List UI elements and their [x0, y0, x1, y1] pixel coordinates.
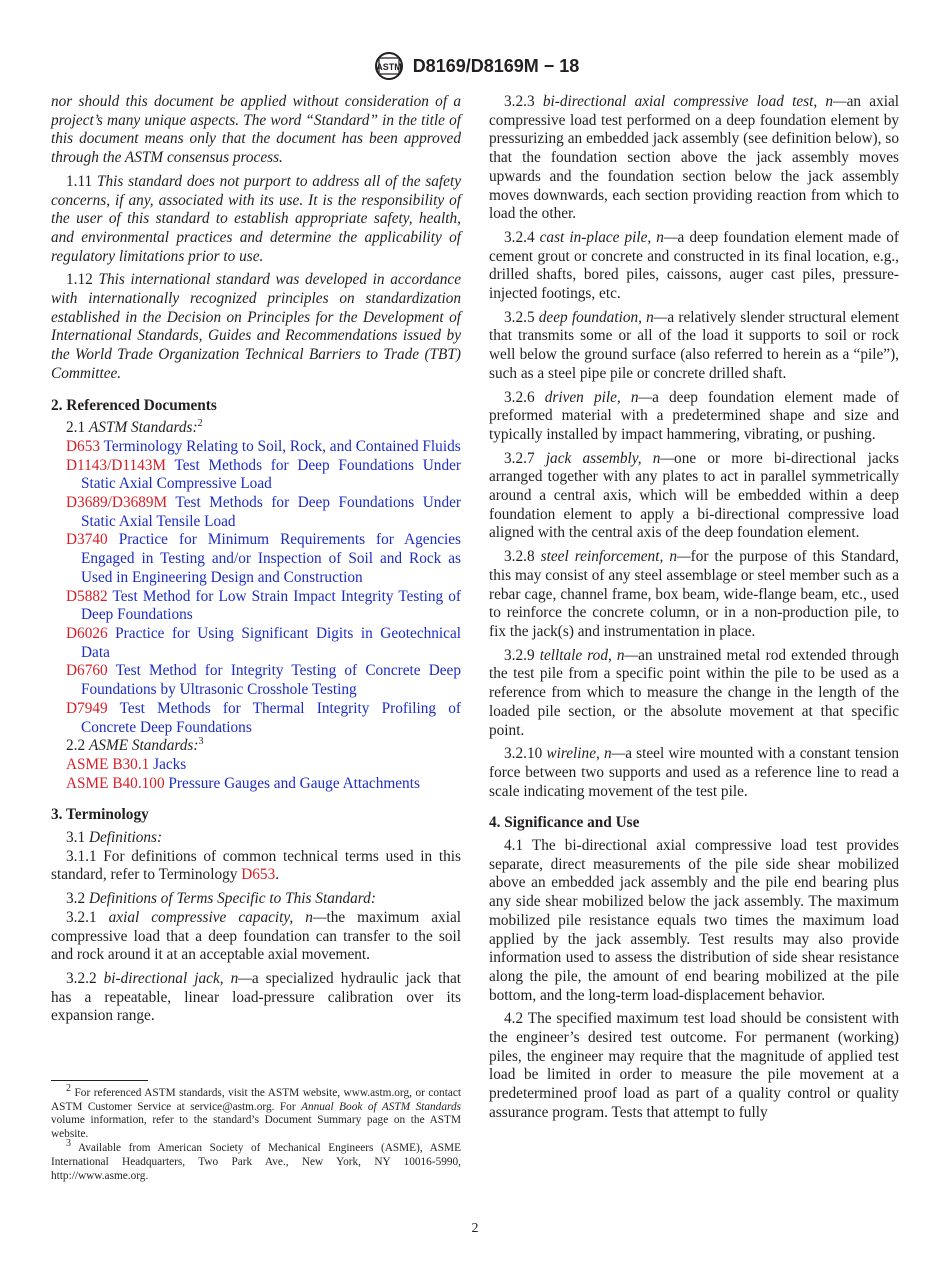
- definition-3-2-6: 3.2.6 driven pile, n—a deep foundation element made of preformed material with a predetermined shape and size and typically installed by impact hammering, vibrating, or pushing.: [489, 388, 899, 443]
- astm-reference-list: [51, 438, 461, 737]
- definition-3-2-5: 3.2.5 deep foundation, n—a relatively slender structural element that transmits some or all of the load it supports to soil or rock well below the ground surface (also referred to herein as a “pile”), such as a steel pipe pile or concrete drilled shaft.: [489, 308, 900, 382]
- definition-3-2-3: 3.2.3 bi-directional axial compressive load test, n—an axial compressive load test performed on a deep foundation element by pressurizing an embedded jack assembly (see definition below), so that the foundation section above the jack assembly moves upwards and the foundation section below the jack assembly moves downwards, each section providing reaction from which to load the other.: [489, 93, 900, 223]
- reference-item[interactable]: D6026 Practice for Using Significant Digits in Geotechnical Data: [66, 624, 461, 661]
- left-column: [51, 93, 461, 1031]
- link-d653[interactable]: D653: [241, 866, 276, 884]
- footnote-2: $^2$ For referenced ASTM standards, visit the ASTM website, www.astm.org, or contact ASTM Customer Service at service@astm.org. For Annual Book of ASTM Standards volume information, refer to the standard’s Document Summary page on the ASTM website.: [51, 1083, 461, 1140]
- asme-reference-list: [51, 756, 461, 793]
- reference-item[interactable]: D653 Terminology Relating to Soil, Rock, and Contained Fluids: [66, 437, 461, 455]
- subsection-3-1: 3.1 Definitions:: [66, 829, 163, 847]
- document-id: D8169/D8169M − 18: [412, 55, 580, 76]
- page-number: 2: [471, 1221, 479, 1236]
- reference-item[interactable]: ASME B30.1 Jacks: [66, 755, 187, 773]
- svg-text:ASTM: ASTM: [375, 62, 402, 72]
- astm-logo-icon: [371, 50, 407, 82]
- section-2-heading: 2. Referenced Documents: [51, 396, 217, 414]
- paragraph-4-1: 4.1 The bi-directional axial compressive load test provides separate, direct measurements of the pile side shear mobilized above an embedded jack assembly and the pile end bearing plus any side shear mobilized below the jack assembly. The maximum mobilized pile resistance equals two times the maximum load applied by the jack assembly. Test results may also provide information used to assess the distribution of side shear resistance along the pile, the amount of end bearing mobilized at the pile bottom, and the long-term load-displacement behavior.: [489, 837, 899, 1004]
- definition-3-2-7: 3.2.7 jack assembly, n—one or more bi-directional jacks arranged together with any plates to act in parallel symmetrically around a central axis, which will be embedded within a deep foundation element to apply a bi-directional compressive load aligned with the central axis of the deep foundation element.: [489, 449, 900, 542]
- definition-3-2-1: 3.2.1 axial compressive capacity, n—the maximum axial compressive load that a deep foundation can transfer to the soil and rock around it at an acceptable axial movement.: [51, 908, 461, 964]
- subsection-2-2: 2.2 ASME Standards:$^3$: [66, 736, 204, 755]
- subsection-3-2: 3.2 Definitions of Terms Specific to This Standard:: [66, 890, 376, 908]
- definition-3-2-4: 3.2.4 cast in-place pile, n—a deep foundation element made of cement grout or concrete and constructed in its final location, e.g., drilled shafts, bored piles, caissons, auger cast piles, pressure-injected footings, etc.: [489, 228, 899, 303]
- paragraph-continuation: nor should this document be applied without consideration of a project’s many unique aspects. The word “Standard” in the title of this document means only that the document has been approved through the ASTM consensus process.: [51, 93, 461, 167]
- section-4-heading: 4. Significance and Use: [489, 814, 640, 832]
- reference-item[interactable]: D7949 Test Methods for Thermal Integrity Profiling of Concrete Deep Foundations: [66, 699, 461, 736]
- reference-item[interactable]: ASME B40.100 Pressure Gauges and Gauge Attachments: [66, 774, 420, 792]
- section-3-heading: 3. Terminology: [51, 806, 149, 824]
- reference-item[interactable]: D6760 Test Method for Integrity Testing of Concrete Deep Foundations by Ultrasonic Crosshole Testing: [66, 662, 461, 699]
- definition-3-2-2: 3.2.2 bi-directional jack, n—a specialized hydraulic jack that has a repeatable, linear load-pressure calibration over its expansion range.: [51, 969, 462, 1025]
- footnote-3: $^3$ Available from American Society of Mechanical Engineers (ASME), ASME International Headquarters, Two Park Ave., New York, NY 10016-5990, http://www.asme.org.: [51, 1138, 461, 1182]
- definition-3-2-9: 3.2.9 telltale rod, n—an unstrained metal rod extended through the test pile from a specific point within the pile to be used as a reference from which to measure the change in the length of the loaded pile section, or the absolute movement at that specific point.: [489, 646, 899, 739]
- reference-item[interactable]: D1143/D1143M Test Methods for Deep Foundations Under Static Axial Compressive Load: [66, 456, 461, 493]
- reference-item[interactable]: D5882 Test Method for Low Strain Impact Integrity Testing of Deep Foundations: [66, 587, 461, 624]
- page-header: [0, 50, 950, 87]
- paragraph-1-11: 1.11 This standard does not purport to address all of the safety concerns, if any, associated with its use. It is the responsibility of the user of this standard to establish appropriate safety, health, and environmental practices and determine the applicability of regulatory limitations prior to use.: [51, 172, 461, 265]
- definition-3-2-10: 3.2.10 wireline, n—a steel wire mounted with a constant tension force between two supports and used as a reference line to read a scale indicating movement of the test pile.: [489, 745, 900, 800]
- reference-item[interactable]: D3689/D3689M Test Methods for Deep Foundations Under Static Axial Tensile Load: [66, 494, 461, 530]
- right-column: [489, 93, 899, 1128]
- paragraph-3-1-1: 3.1.1 For definitions of common technical terms used in this standard, refer to Terminology D653.: [51, 847, 461, 884]
- reference-item[interactable]: D3740 Practice for Minimum Requirements for Agencies Engaged in Testing and/or Inspection of Soil and Rock as Used in Engineering Design and Construction: [66, 531, 461, 586]
- footnote-rule: [51, 1080, 148, 1081]
- footnotes: [51, 1080, 461, 1184]
- paragraph-4-2: 4.2 The specified maximum test load should be consistent with the engineer’s desired test outcome. For permanent (working) piles, the engineer may require that the magnitude of applied test load be limited in order to measure the pile movement at a predetermined proof load as part of a quality control or quality assurance program. Tests that attempt to fully: [489, 1010, 899, 1121]
- definition-3-2-8: 3.2.8 steel reinforcement, n—for the purpose of this Standard, this may consist of any steel assemblage or steel member such as a rebar cage, channel frame, box beam, wide-flange beam, etc., used to reinforce the concrete column, or in a non-production pile, to fix the jack(s) and instrumentation in place.: [489, 548, 899, 640]
- paragraph-1-12: 1.12 This international standard was developed in accordance with internationally recognized principles on standardization established in the Decision on Principles for the Development of International Standards, Guides and Recommendations issued by the World Trade Organization Technical Barriers to Trade (TBT) Committee.: [51, 271, 461, 382]
- subsection-2-1: 2.1 ASTM Standards:$^2$: [66, 418, 203, 437]
